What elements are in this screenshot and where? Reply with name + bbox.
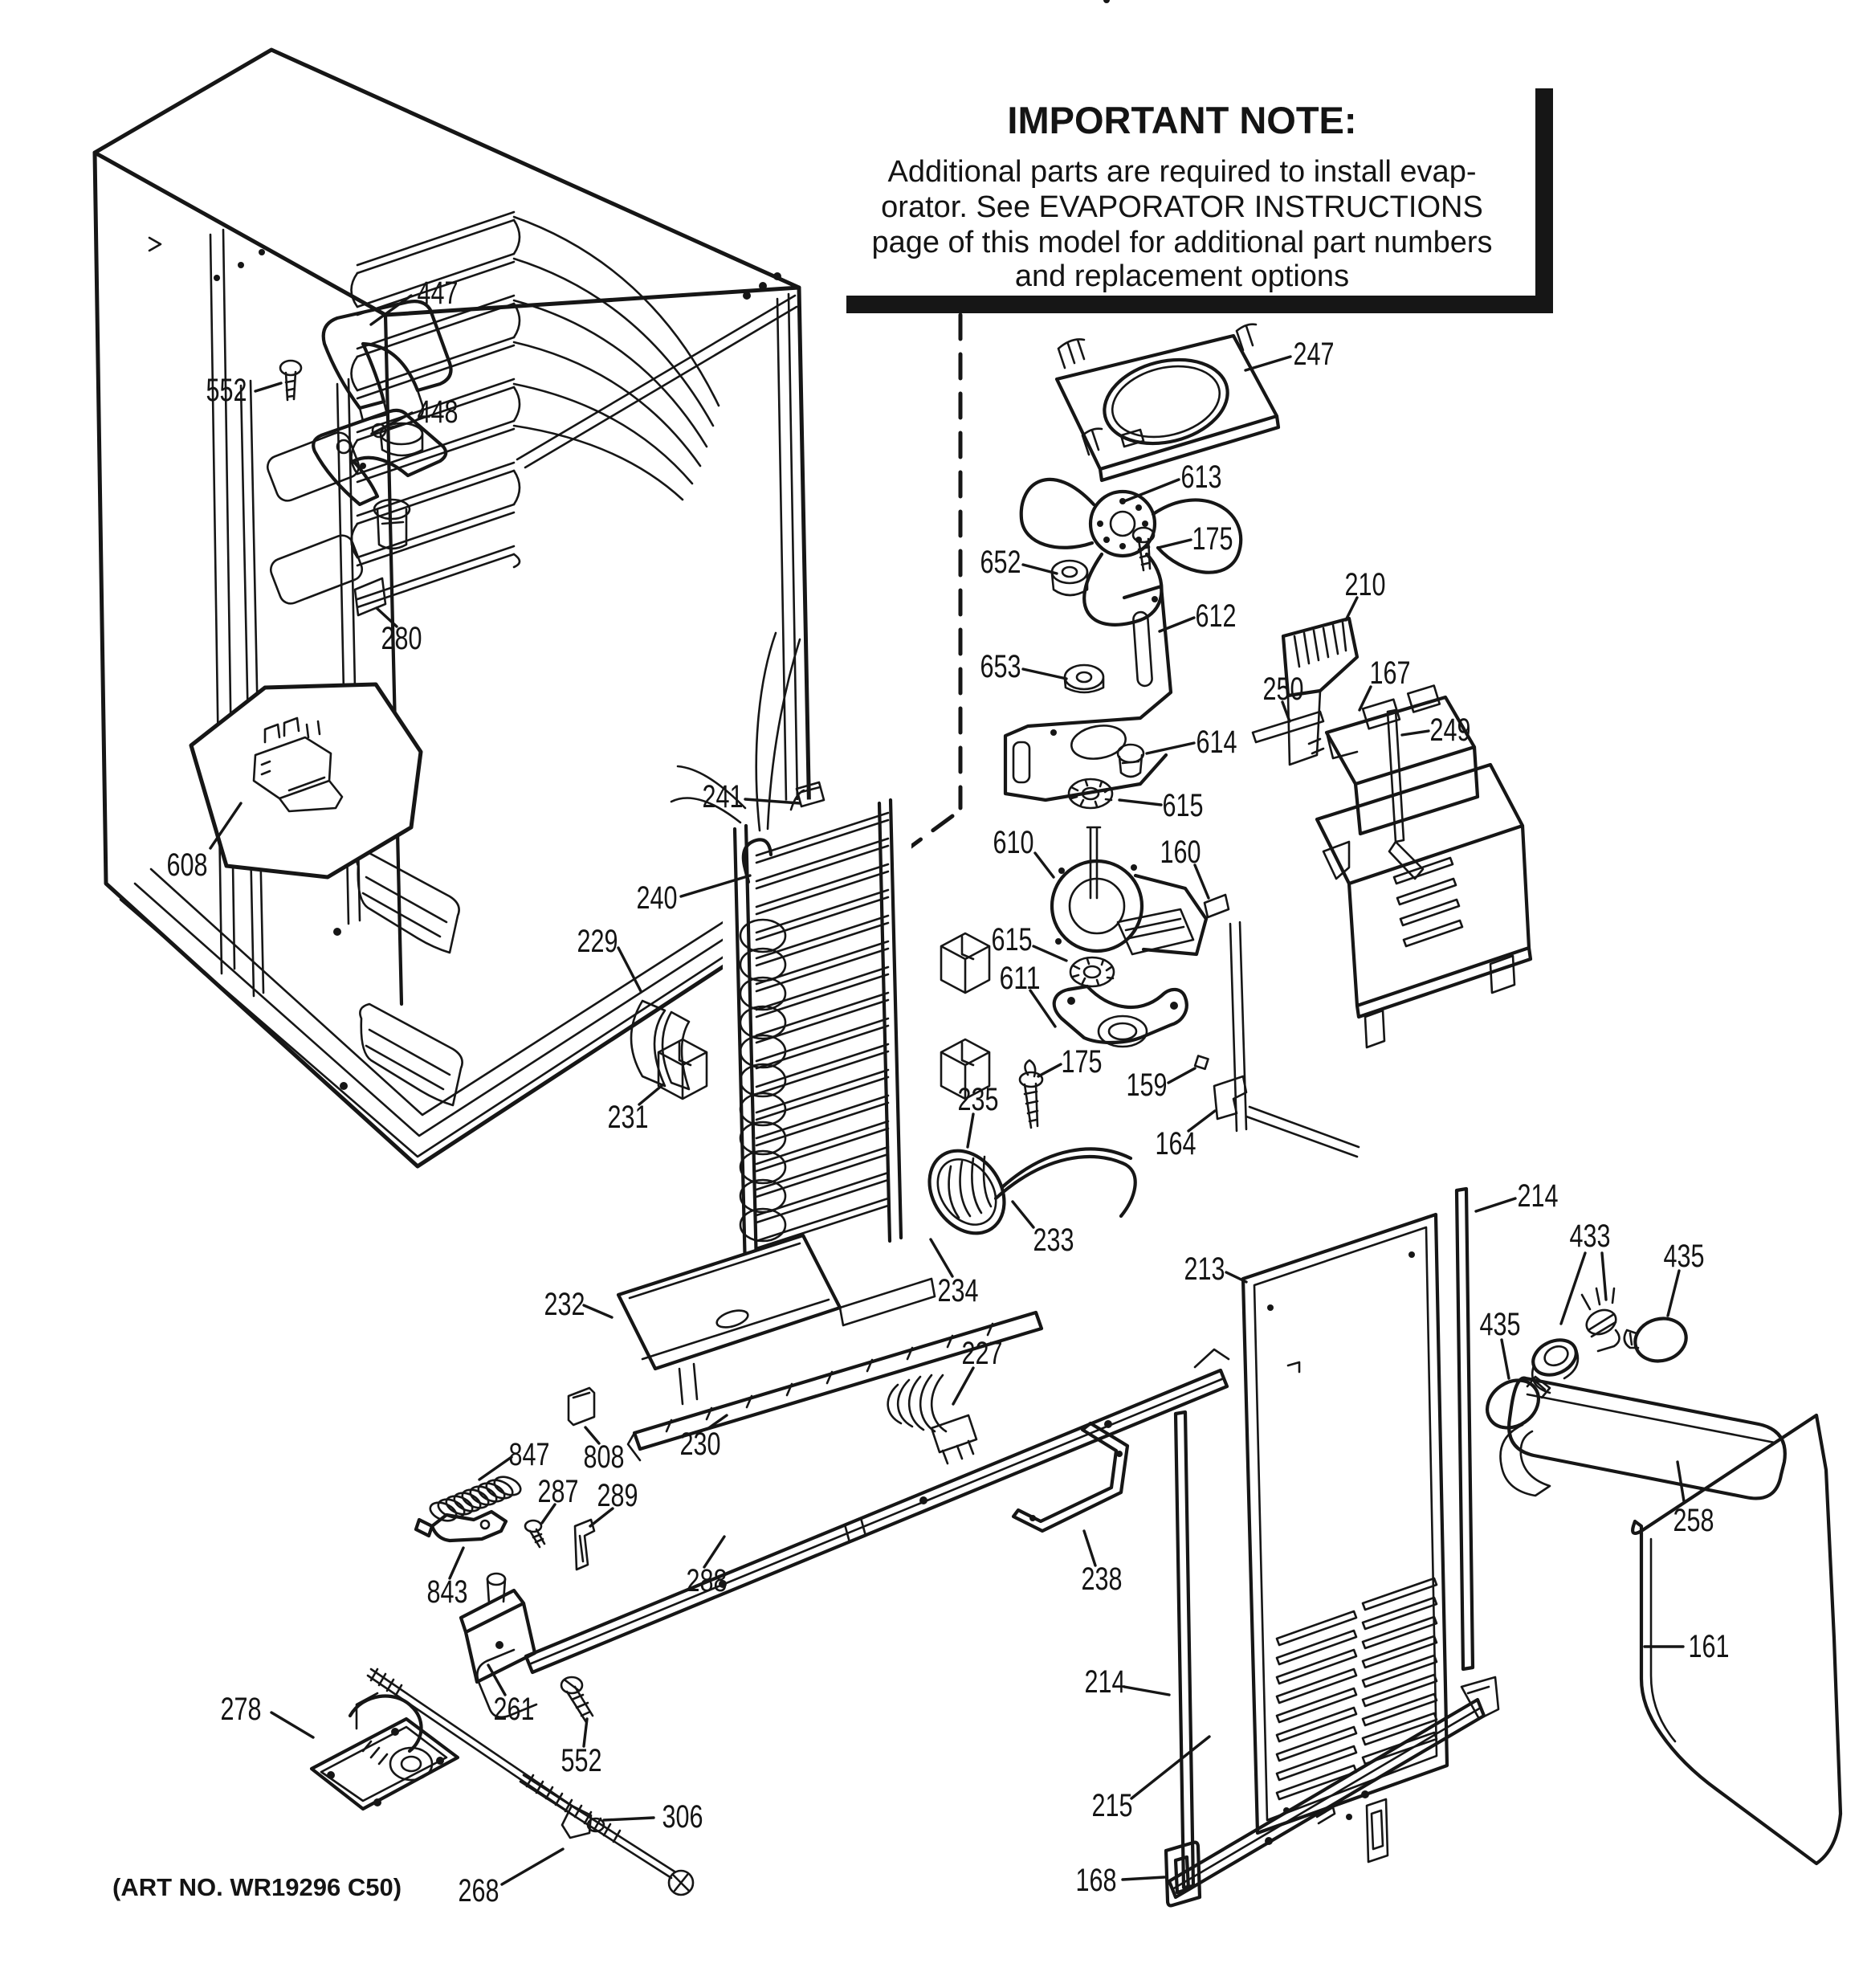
leader-line-160: [1195, 865, 1209, 898]
part-label-160: 160: [1160, 835, 1201, 870]
leader-line-232: [584, 1305, 612, 1317]
icemaker-assembly: [1195, 618, 1531, 1157]
leader-line-615: [1033, 946, 1066, 961]
part-label-164: 164: [1155, 1126, 1196, 1161]
leader-line-214: [1476, 1198, 1515, 1211]
part-label-234: 234: [937, 1273, 979, 1308]
lever-843: [416, 1512, 506, 1541]
clip-289: [575, 1520, 594, 1570]
important-note-box: [829, 71, 1553, 313]
trim-strip-214-bottom: [1176, 1412, 1193, 1888]
part-label-652: 652: [980, 545, 1021, 580]
part-label-448: 448: [417, 394, 459, 430]
note-line-2: orator. See EVAPORATOR INSTRUCTIONS: [881, 190, 1483, 224]
part-label-843: 843: [426, 1574, 468, 1610]
note-line-4: and replacement options: [1014, 259, 1350, 293]
part-label-615: 615: [991, 922, 1033, 957]
part-label-240: 240: [636, 880, 678, 916]
part-label-611: 611: [999, 961, 1041, 996]
leader-line-258: [1678, 1462, 1684, 1501]
part-label-241: 241: [702, 779, 744, 814]
grommet-653: [1065, 665, 1103, 692]
light-assembly: [1478, 1288, 1841, 1863]
leader-line-552: [255, 383, 281, 391]
part-label-552: 552: [206, 373, 247, 408]
note-line-1: Additional parts are required to install evap-: [887, 155, 1477, 189]
part-label-280: 280: [381, 621, 422, 656]
part-label-175: 175: [1061, 1044, 1103, 1080]
part-label-213: 213: [1184, 1251, 1225, 1287]
part-label-229: 229: [577, 924, 618, 959]
part-label-235: 235: [957, 1082, 999, 1117]
part-label-250: 250: [1262, 672, 1304, 707]
part-label-289: 289: [597, 1478, 638, 1513]
leader-line-615: [1119, 800, 1161, 805]
part-label-847: 847: [508, 1437, 550, 1472]
part-label-258: 258: [1673, 1503, 1714, 1538]
leader-line-653: [1023, 669, 1066, 679]
leader-line-214: [1124, 1687, 1169, 1695]
part-label-232: 232: [544, 1287, 585, 1322]
motor-bracket-611: [1054, 986, 1187, 1047]
leader-line-552: [584, 1719, 587, 1746]
part-labels: [167, 276, 1730, 1908]
leader-line-215: [1131, 1737, 1209, 1798]
fan-shroud-247: [1057, 325, 1278, 480]
access-panel-213: [1243, 1214, 1447, 1862]
clip-164: [1214, 1076, 1246, 1119]
leader-line-249: [1402, 731, 1429, 735]
bearing-615-lower: [1070, 957, 1114, 986]
leader-line-433: [1561, 1253, 1585, 1324]
leader-line-268: [502, 1849, 563, 1884]
part-label-614: 614: [1196, 725, 1237, 760]
leader-line-614: [1147, 743, 1194, 753]
screw-552-bottom: [561, 1677, 593, 1722]
leader-line-227: [953, 1368, 973, 1404]
part-label-231: 231: [607, 1100, 649, 1135]
part-label-238: 238: [1081, 1561, 1123, 1597]
leader-line-238: [1084, 1531, 1095, 1565]
part-label-230: 230: [679, 1427, 721, 1462]
part-label-168: 168: [1075, 1863, 1117, 1898]
part-label-167: 167: [1369, 655, 1411, 691]
screw-175-lower: [1020, 1060, 1042, 1128]
screw-287: [525, 1521, 544, 1547]
clip-159: [1195, 1055, 1208, 1068]
part-label-612: 612: [1195, 598, 1237, 634]
clip-808: [569, 1388, 594, 1425]
part-label-161: 161: [1688, 1629, 1730, 1664]
part-label-215: 215: [1091, 1788, 1133, 1823]
leader-line-247: [1245, 357, 1290, 370]
lamp-socket-433: [1527, 1288, 1620, 1393]
leader-line-175: [1038, 1064, 1061, 1076]
part-label-552: 552: [561, 1743, 602, 1778]
evaporator-assembly: [607, 633, 989, 1404]
leader-line-168: [1123, 1877, 1164, 1880]
part-label-306: 306: [662, 1799, 703, 1835]
light-bulb-435-right: [1625, 1313, 1691, 1367]
screw-175-top: [1133, 528, 1154, 570]
leader-line-234: [931, 1239, 952, 1276]
bottom-rail-215: [1169, 1677, 1498, 1897]
part-label-247: 247: [1293, 337, 1335, 372]
part-label-210: 210: [1344, 567, 1386, 602]
part-label-233: 233: [1033, 1223, 1074, 1258]
leader-line-306: [604, 1818, 654, 1820]
part-label-613: 613: [1180, 459, 1222, 495]
bushing-652: [1052, 561, 1087, 595]
part-label-214: 214: [1084, 1664, 1126, 1700]
leader-line-613: [1124, 480, 1179, 501]
leader-line-435: [1502, 1340, 1509, 1378]
part-label-435: 435: [1479, 1307, 1521, 1342]
part-label-653: 653: [980, 649, 1021, 684]
pedal-assembly-278: [312, 1693, 458, 1809]
part-label-227: 227: [961, 1336, 1003, 1371]
support-strip: [1230, 922, 1359, 1157]
part-label-608: 608: [166, 847, 208, 883]
leader-line-235: [968, 1114, 973, 1147]
trim-strip-214-top: [1457, 1189, 1473, 1669]
switch-callout-608: [191, 684, 421, 877]
bracket-261: [461, 1574, 535, 1682]
part-label-278: 278: [220, 1692, 262, 1727]
leader-line-435: [1668, 1271, 1679, 1316]
refrigerator-cabinet: [95, 50, 811, 1166]
leader-line-233: [1013, 1202, 1033, 1227]
leader-line-433: [1602, 1253, 1606, 1300]
part-label-610: 610: [993, 825, 1034, 860]
leader-line-847: [479, 1457, 512, 1480]
leader-line-229: [618, 948, 641, 991]
part-label-159: 159: [1126, 1067, 1168, 1103]
art-number: (ART NO. WR19296 C50): [112, 1873, 402, 1901]
leader-line-278: [271, 1712, 313, 1737]
part-label-175: 175: [1192, 521, 1233, 557]
screw-268: [520, 1775, 693, 1895]
access-panel-assembly: [1166, 1189, 1498, 1905]
screw-552: [280, 361, 301, 375]
part-label-615: 615: [1162, 788, 1204, 823]
part-label-287: 287: [537, 1474, 579, 1509]
note-title: IMPORTANT NOTE:: [1007, 99, 1357, 141]
part-label-435: 435: [1663, 1239, 1705, 1274]
leader-line-175: [1158, 540, 1191, 548]
part-label-268: 268: [458, 1873, 499, 1908]
bracket-238: [1013, 1423, 1127, 1531]
part-label-214: 214: [1517, 1178, 1559, 1214]
part-label-433: 433: [1569, 1219, 1611, 1254]
note-line-3: page of this model for additional part numbers: [871, 226, 1493, 259]
part-label-808: 808: [583, 1439, 625, 1475]
part-label-261: 261: [493, 1692, 535, 1727]
part-label-447: 447: [417, 276, 459, 311]
leader-line-610: [1035, 853, 1054, 877]
part-label-288: 288: [686, 1563, 728, 1598]
part-label-249: 249: [1429, 712, 1471, 748]
leader-line-159: [1168, 1068, 1195, 1083]
